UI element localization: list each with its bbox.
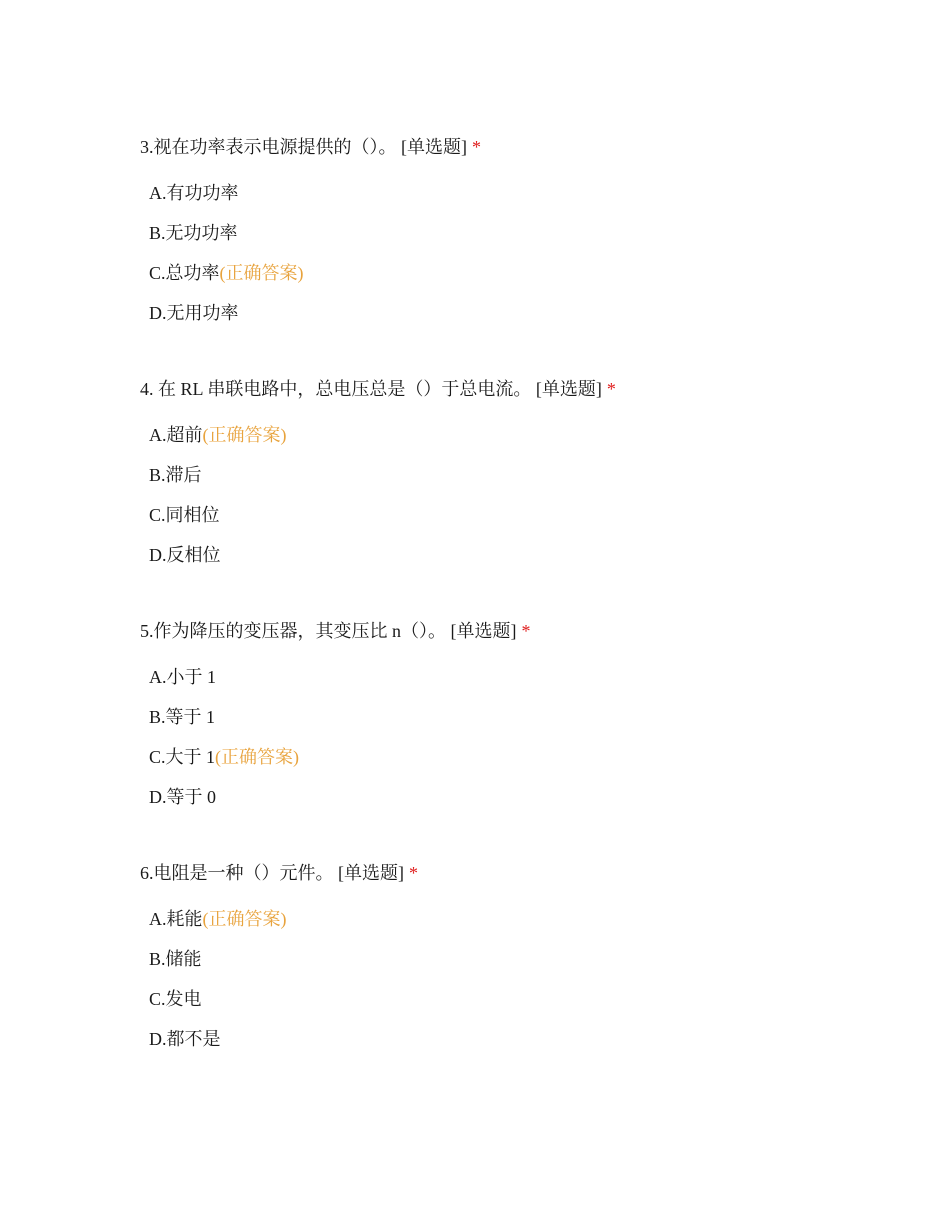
required-star: * xyxy=(521,621,531,641)
option-text: C.同相位 xyxy=(149,505,220,525)
option-text: D.都不是 xyxy=(149,1029,221,1049)
option-d[interactable] xyxy=(149,544,900,584)
question-4 xyxy=(140,378,900,584)
option-text: C.大于 1 xyxy=(149,747,216,767)
option-d[interactable] xyxy=(149,302,900,342)
correct-answer-label: (正确答案) xyxy=(219,263,304,283)
option-d[interactable] xyxy=(149,786,900,826)
option-text: D.无用功率 xyxy=(149,303,239,323)
option-text: B.等于 1 xyxy=(149,707,216,727)
option-text: A.有功功率 xyxy=(149,183,239,203)
option-text: C.发电 xyxy=(149,989,202,1009)
option-text: B.无功功率 xyxy=(149,223,238,243)
option-a[interactable] xyxy=(149,182,900,222)
correct-answer-label: (正确答案) xyxy=(202,425,287,445)
option-a[interactable] xyxy=(149,908,900,948)
option-b[interactable] xyxy=(149,948,900,988)
question-text: 4. 在 RL 串联电路中，总电压总是（）于总电流。 [单选题] xyxy=(140,379,602,399)
question-5 xyxy=(140,620,900,826)
correct-answer-label: (正确答案) xyxy=(202,909,287,929)
required-star: * xyxy=(472,137,481,157)
question-text: 5.作为降压的变压器，其变压比 n（）。 [单选题] xyxy=(140,621,517,641)
option-b[interactable] xyxy=(149,464,900,504)
question-title xyxy=(140,136,900,158)
option-text: B.储能 xyxy=(149,949,202,969)
question-3 xyxy=(140,136,900,342)
option-text: B.滞后 xyxy=(149,465,202,485)
option-text: D.等于 0 xyxy=(149,787,216,807)
option-c[interactable] xyxy=(149,504,900,544)
option-list xyxy=(140,424,900,584)
question-text: 3.视在功率表示电源提供的（）。 [单选题] xyxy=(140,137,467,157)
option-a[interactable] xyxy=(149,424,900,464)
option-text: A.超前 xyxy=(149,425,203,445)
option-text: A.小于 1 xyxy=(149,667,216,687)
required-star: * xyxy=(409,863,418,883)
option-c[interactable] xyxy=(149,988,900,1028)
option-d[interactable] xyxy=(149,1028,900,1068)
option-text: A.耗能 xyxy=(149,909,203,929)
correct-answer-label: (正确答案) xyxy=(215,747,300,767)
option-c[interactable] xyxy=(149,746,900,786)
option-text: C.总功率 xyxy=(149,263,220,283)
option-c[interactable] xyxy=(149,262,900,302)
option-b[interactable] xyxy=(149,706,900,746)
option-text: D.反相位 xyxy=(149,545,221,565)
question-title xyxy=(140,862,900,884)
question-title xyxy=(140,378,900,400)
question-text: 6.电阻是一种（）元件。 [单选题] xyxy=(140,863,404,883)
option-list xyxy=(140,908,900,1068)
option-a[interactable] xyxy=(149,666,900,706)
option-list xyxy=(140,666,900,826)
question-title xyxy=(140,620,900,642)
option-list xyxy=(140,182,900,342)
question-6 xyxy=(140,862,900,1068)
option-b[interactable] xyxy=(149,222,900,262)
required-star: * xyxy=(606,379,616,399)
